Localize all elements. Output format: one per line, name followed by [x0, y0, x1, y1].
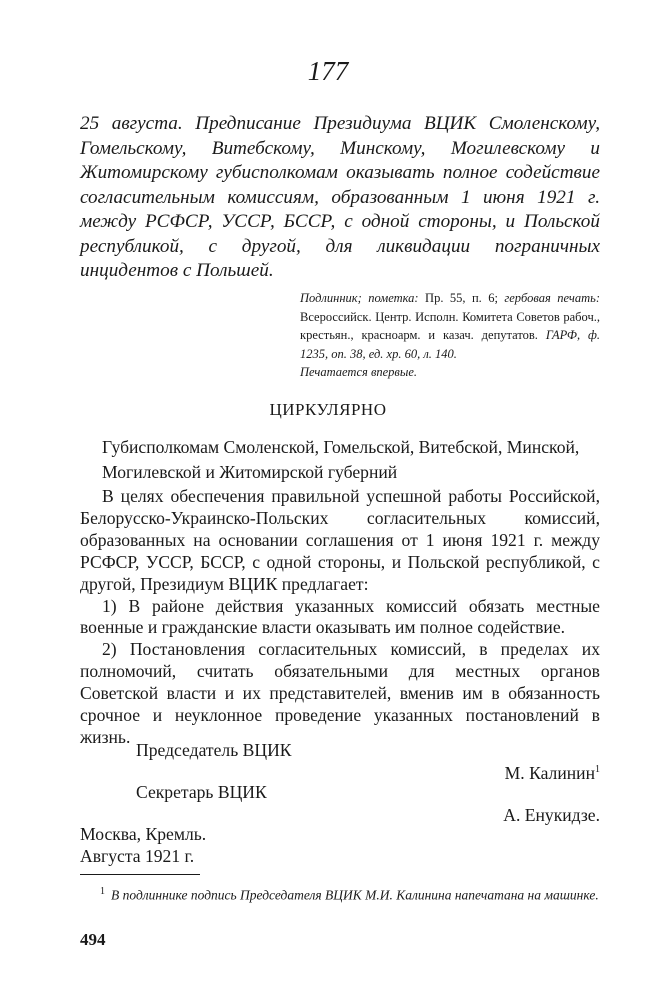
- secretary-name: А. Енукидзе.: [503, 805, 600, 825]
- source-lead: Подлинник; пометка:: [300, 291, 419, 305]
- footnote-text: В подлиннике подпись Председателя ВЦИК М.И. Калинина напечатана на машинке.: [111, 887, 599, 903]
- chairman-role: Председатель ВЦИК: [136, 740, 292, 760]
- chairman-signature: [505, 763, 600, 784]
- footnote-reference: 1: [595, 764, 600, 776]
- body-paragraph: 2) Постановления согласительных комиссий, в пределах их полномочий, считать обязательными для местных органов Советской власти и их представителей, вменив им в обязанность срочное и неуклонное проведение указанных постановлений в жизнь.: [80, 639, 600, 747]
- first-publication-note: Печатается впервые.: [300, 365, 417, 379]
- source-stamp-label: гербовая печать:: [504, 291, 600, 305]
- document-number: 177: [307, 56, 349, 86]
- source-mark: Пр. 55, п. 6;: [425, 291, 498, 305]
- source-stamp-text: Всероссийск. Центр. Исполн. Комитета Советов рабоч., крестьян., красноарм. и казач. депутатов.: [300, 309, 600, 342]
- source-archive: ГАРФ, ф. 1235, оп. 38, ед. хр. 60, л. 140.: [300, 328, 600, 361]
- document-title: 25 августа. Предписание Президиума ВЦИК Смоленскому, Гомельскому, Витебскому, Минскому, Могилевскому и Житомирскому губисполкомам оказывать полное содействие согласительным комиссиям, образованным 1 июня 1921 г. между РСФСР, УССР, БССР, с одной стороны, и Польской республикой, с другой, для ликвидации пограничных инцидентов с Польшей.: [80, 113, 600, 281]
- place-date: [80, 823, 380, 867]
- footnote-marker: 1: [100, 886, 105, 897]
- place: Москва, Кремль.: [80, 824, 207, 844]
- source-note: [300, 289, 600, 363]
- page-number: 494: [80, 930, 106, 949]
- secretary-role: Секретарь ВЦИК: [136, 782, 267, 802]
- body-paragraph: В целях обеспечения правильной успешной работы Российской, Белорусско-Украинско-Польских согласительных комиссий, образованных на основании соглашения от 1 июня 1921 г. между РСФСР, УССР, БССР, с одной стороны, и Польской республикой, с другой, Президиум ВЦИК предлагает:: [80, 486, 600, 594]
- body-paragraph: 1) В районе действия указанных комиссий обязать местные военные и гражданские власти оказывать им полное содействие.: [80, 595, 600, 638]
- footnote-divider: [80, 874, 200, 875]
- circular-heading: ЦИРКУЛЯРНО: [269, 400, 387, 419]
- addressee: Губисполкомам Смоленской, Гомельской, Витебской, Минской, Могилевской и Житомирской губерний: [102, 437, 580, 482]
- footnote: [80, 881, 600, 906]
- chairman-name: М. Калинин: [504, 763, 595, 783]
- document-body: [80, 486, 600, 749]
- date: Августа 1921 г.: [80, 846, 195, 866]
